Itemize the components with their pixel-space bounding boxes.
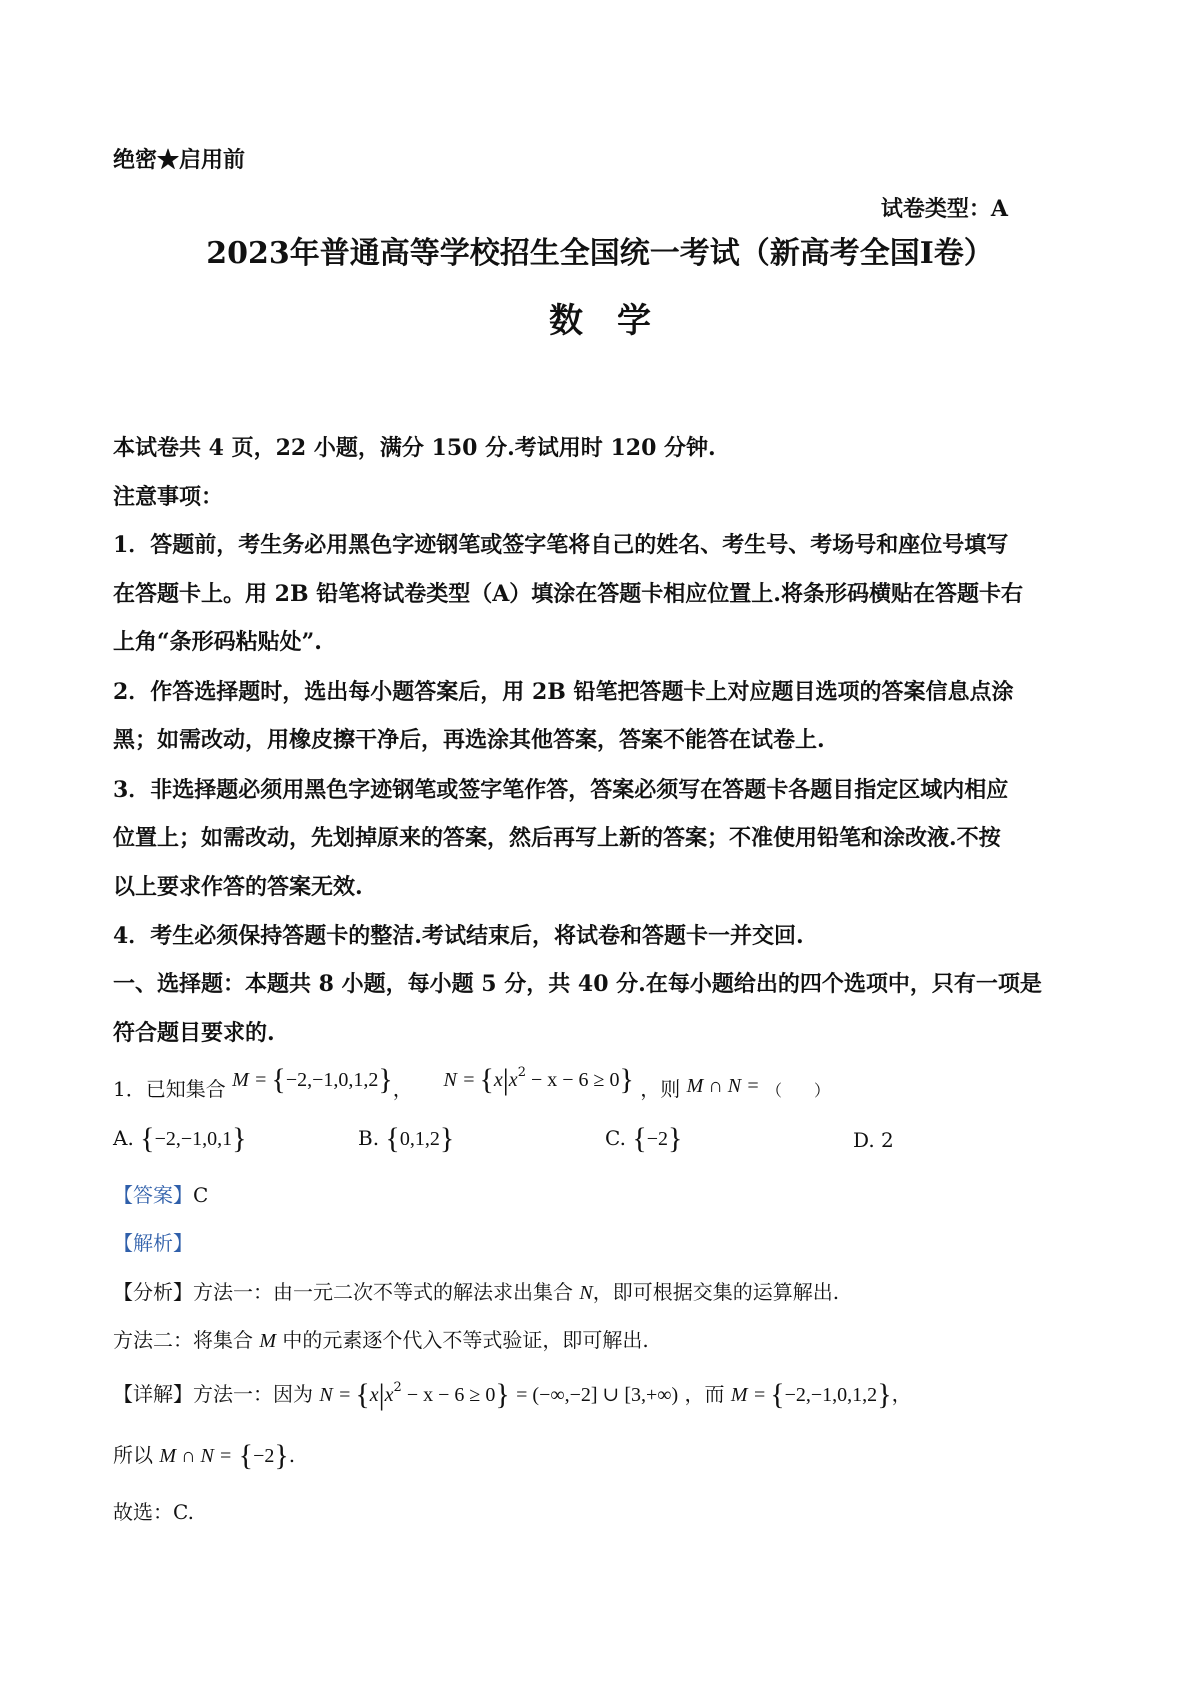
detail-set-n-var: x (369, 1384, 379, 1406)
note-2-line-2: 黑；如需改动，用橡皮擦干净后，再选涂其他答案，答案不能答在试卷上. (113, 727, 825, 753)
note-3-line-1: 3．非选择题必须用黑色字迹钢笔或签字笔作答，答案必须写在答题卡各题目指定区域内相应 (113, 777, 1009, 803)
option-d[interactable] (853, 1130, 894, 1150)
set-n-name: N (443, 1069, 457, 1091)
method-2-text-2: 中的元素逐个代入不等式验证，即可解出. (282, 1328, 649, 1352)
option-b-letter: B. (358, 1126, 380, 1150)
note-2-line-1: 2．作答选择题时，选出每小题答案后，用 2B 铅笔把答题卡上对应题目选项的答案信息点涂 (113, 679, 1014, 705)
detail-set-n-condition: − x − 6 ≥ 0 (401, 1384, 496, 1406)
detail-text: 方法一：因为 (193, 1382, 313, 1406)
set-m-name: M (232, 1069, 249, 1091)
detail-set-n-cond-lhs: x (384, 1384, 394, 1406)
option-a[interactable]: A. {−2,−1,0,1} (113, 1122, 247, 1155)
detail-interval: (−∞,−2] ∪ [3,+∞) (532, 1384, 679, 1406)
option-b-value: 0,1,2 (399, 1128, 440, 1150)
set-m-elements: −2,−1,0,1,2 (285, 1069, 379, 1091)
question-1-prefix: 1．已知集合 (113, 1077, 226, 1101)
question-1-then: ，则 (640, 1077, 681, 1101)
method-2-line (113, 1330, 649, 1351)
subject-title: 数 学 (549, 301, 651, 341)
fenxi-text-1: 方法一：由一元二次不等式的解法求出集合 (193, 1280, 573, 1304)
set-n-cond-lhs: x (508, 1069, 518, 1091)
note-4-line-1: 4．考生必须保持答题卡的整洁.考试结束后，将试卷和答题卡一并交回. (113, 923, 804, 949)
detail-set-m-name: M (730, 1384, 748, 1406)
section-heading-line-1: 一、选择题：本题共 8 小题，每小题 5 分，共 40 分.在每小题给出的四个选项中，只有一项是 (113, 971, 1042, 997)
option-c[interactable]: C. {−2} (605, 1122, 683, 1155)
note-1-line-1: 1．答题前，考生务必用黑色字迹钢笔或签字笔将自己的姓名、考生号、考场号和座位号填写 (113, 532, 1009, 558)
so-result: −2 (253, 1445, 275, 1467)
detail-set-n-exponent: 2 (393, 1380, 402, 1395)
final-choice: 故选：C. (113, 1500, 194, 1524)
fenxi-var: N (579, 1282, 593, 1304)
page-title: 2023年普通高等学校招生全国统一考试（新高考全国I卷） (206, 236, 994, 271)
answer-label: 【答案】 (113, 1183, 193, 1207)
option-b[interactable]: B. {0,1,2} (358, 1122, 455, 1155)
option-d-value: 2 (881, 1128, 894, 1152)
note-1-line-3: 上角“条形码粘贴处”. (113, 629, 322, 655)
set-n-var: x (493, 1069, 503, 1091)
fenxi-label: 【分析】 (113, 1280, 193, 1304)
note-1-line-2: 在答题卡上。用 2B 铅笔将试卷类型（A）填涂在答题卡相应位置上.将条形码横贴在答题卡右 (113, 581, 1023, 607)
exam-summary: 本试卷共 4 页，22 小题，满分 150 分.考试用时 120 分钟. (113, 435, 716, 461)
note-3-line-2: 位置上；如需改动，先划掉原来的答案，然后再写上新的答案；不准使用铅笔和涂改液.不按 (113, 825, 1001, 851)
option-c-letter: C. (605, 1126, 626, 1150)
fenxi-text-2: ，即可根据交集的运算解出. (592, 1280, 840, 1304)
analysis-label: 【解析】 (113, 1231, 193, 1255)
note-3-line-3: 以上要求作答的答案无效. (113, 874, 363, 900)
option-c-value: −2 (646, 1128, 668, 1150)
set-n-condition: − x − 6 ≥ 0 (525, 1069, 620, 1091)
detail-set-n-name: N (319, 1384, 333, 1406)
answer-line (113, 1185, 208, 1205)
so-text: 所以 (113, 1443, 153, 1467)
question-1-ask: M ∩ N = (686, 1075, 760, 1097)
option-d-letter: D. (853, 1128, 875, 1152)
option-a-value: −2,−1,0,1 (154, 1128, 233, 1150)
answer-value: C (193, 1183, 209, 1207)
question-1-stem: 1．已知集合 M = {−2,−1,0,1,2}， $N = \{x|x^2 - x - 6 \ge 0\}$ ，则 M ∩ N = （ ） (113, 1063, 830, 1101)
detail-set-m-elements: −2,−1,0,1,2 (784, 1384, 878, 1406)
method-2-var: M (259, 1330, 277, 1352)
detail-line: 【详解】方法一：因为 $N = \{x|x^2 - x - 6 \ge 0\} = (-\infty,-2]$ ∪ [3,+∞) ，而 M = {−2,−1,0,1,2}， (113, 1378, 912, 1411)
set-n-exponent: 2 (517, 1065, 526, 1080)
method-2-text-1: 方法二：将集合 (113, 1328, 253, 1352)
notice-heading: 注意事项： (113, 484, 224, 510)
so-line: 所以 M ∩ N = {−2}. (113, 1439, 296, 1472)
section-heading-line-2: 符合题目要求的. (113, 1020, 275, 1046)
paper-type-label: 试卷类型：A (880, 196, 1008, 222)
option-a-letter: A. (113, 1126, 134, 1150)
detail-and: ，而 (684, 1382, 725, 1406)
fenxi-line (113, 1282, 839, 1303)
confidential-mark: 绝密★启用前 (113, 147, 246, 173)
question-1-paren: （ ） (765, 1081, 830, 1100)
so-ask: M ∩ N = (159, 1445, 233, 1467)
detail-label: 【详解】 (113, 1382, 193, 1406)
